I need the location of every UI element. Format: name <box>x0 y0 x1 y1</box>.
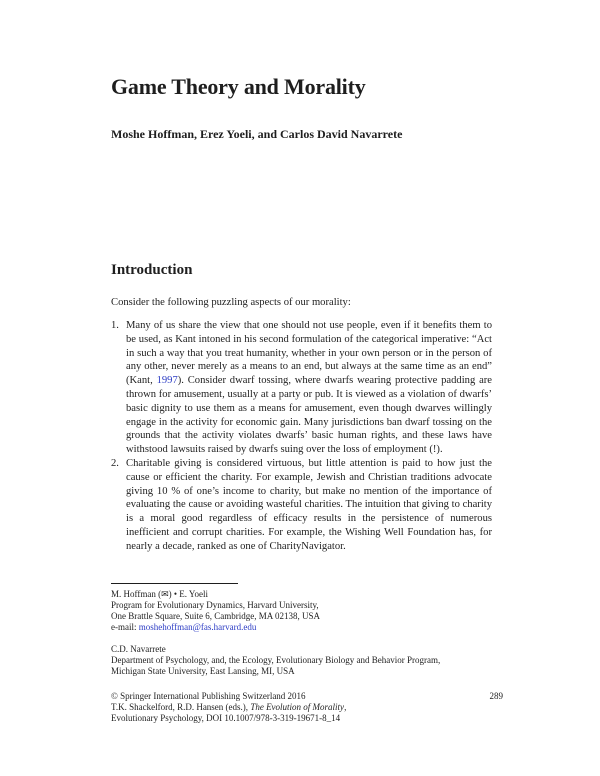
footnote-authors-post: ) • E. Yoeli <box>168 589 209 599</box>
book-title: The Evolution of Morality <box>250 702 345 712</box>
footnote-affiliation-line-2: One Brattle Square, Suite 6, Cambridge, MA 02138, USA <box>111 611 320 621</box>
editors-prefix: T.K. Shackelford, R.D. Hansen (eds.), <box>111 702 251 712</box>
section-heading-introduction: Introduction <box>111 262 193 278</box>
footnote-authors-line <box>111 589 501 600</box>
email-link[interactable]: moshehoffman@fas.harvard.edu <box>138 622 257 632</box>
list-item-1-number: 1. <box>111 320 119 331</box>
list-item-1 <box>111 319 492 457</box>
imprint-block <box>111 691 503 724</box>
numbered-list <box>111 319 492 554</box>
footnote-email-line <box>111 622 501 633</box>
list-item-2 <box>111 457 492 554</box>
intro-paragraph: Consider the following puzzling aspects of our morality: <box>111 297 351 308</box>
footnote-authors-pre: M. Hoffman ( <box>111 589 162 599</box>
footnote-correspondence <box>111 589 501 633</box>
page-title: Game Theory and Morality <box>111 74 366 99</box>
envelope-icon: ✉ <box>161 589 169 599</box>
footnote-affiliation-line-1: Program for Evolutionary Dynamics, Harvard University, <box>111 600 319 610</box>
email-label: e-mail: <box>111 622 139 632</box>
imprint-doi-line: Evolutionary Psychology, DOI 10.1007/978-3-319-19671-8_14 <box>111 713 341 723</box>
copyright-line: © Springer International Publishing Switzerland 2016 <box>111 691 306 701</box>
list-item-2-text: Charitable giving is considered virtuous, but little attention is paid to how just the cause or efficient the charity. For example, Jewish and Christian traditions advocate giving 10 % of one’s income to charity, but make no mention of the importance of evaluating the cause or avoiding wasteful charities. The intuition that giving to charity is a moral good regardless of efficacy results in the persistence of numerous inefficient and corrupt charities. For example, the Wishing Well Foundation has, for nearly a decade, ranked as one of CharityNavigator. <box>126 457 492 552</box>
footnote-navarrete-author: C.D. Navarrete <box>111 644 166 654</box>
list-item-2-number: 2. <box>111 457 119 469</box>
citation-link-kant-1997[interactable]: 1997 <box>156 375 178 387</box>
editors-suffix: , <box>344 702 347 712</box>
list-item-1-text <box>126 319 492 457</box>
imprint-copyright-row <box>111 691 503 702</box>
footnote-navarrete-affiliation-line-2: Michigan State University, East Lansing, MI, USA <box>111 666 295 676</box>
imprint-editors-line <box>111 702 503 713</box>
list-item-1-text-after-citation: ). Consider dwarf tossing, where dwarfs wearing protective padding are thrown for amusement, usually at a party or pub. It is viewed as a violation of dwarfs’ basic dignity to use them as a means for amusement, even though dwarves willingly engage in the activity for economic gain. Many jurisdictions ban dwarf tossing on the grounds that the activity violates dwarfs’ basic human rights, and these laws have withstood lawsuits raised by dwarfs suing over the loss of employment (!). <box>126 375 492 456</box>
footnote-divider <box>111 583 238 584</box>
list-item-1-text-before-citation: Many of us share the view that one should not use people, even if it benefits them to be used, as Kant intoned in his second formulation of the categorical imperative: “Act in such a way that you treat humanity, whether in your own person or in the person of any other, never merely as a means to an end, but always at the same time as an end” (Kant, <box>126 320 492 387</box>
page-number: 289 <box>489 691 503 701</box>
authors-line: Moshe Hoffman, Erez Yoeli, and Carlos David Navarrete <box>111 127 403 141</box>
footnote-navarrete-affiliation-line-1: Department of Psychology, and, the Ecology, Evolutionary Biology and Behavior Program, <box>111 655 441 665</box>
footnote-navarrete <box>111 644 501 677</box>
